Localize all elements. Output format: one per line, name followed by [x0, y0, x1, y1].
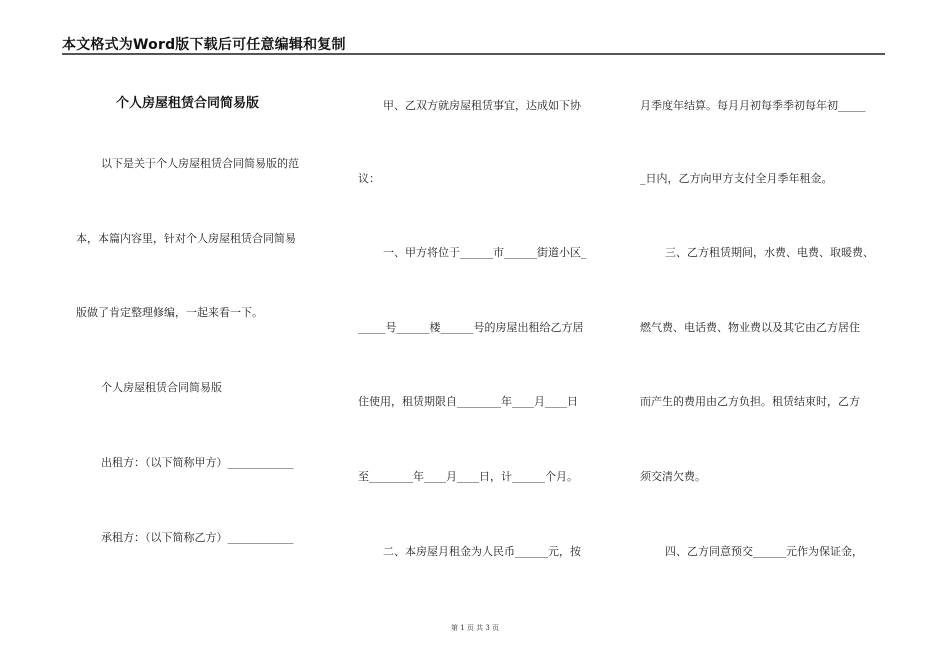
paragraph-line: 至________年____月____日，计______个月。 — [358, 470, 578, 483]
paragraph-line: 住使用，租赁期限自________年____月____日 — [358, 395, 578, 408]
page-number: 第 1 页 共 3 页 — [450, 624, 500, 632]
document-header: 本文格式为Word版下载后可任意编辑和复制 — [62, 37, 346, 53]
paragraph-line: 以下是关于个人房屋租赁合同简易版的范 — [101, 157, 299, 170]
paragraph-line: 版做了肯定整理修编，一起来看一下。 — [76, 306, 263, 319]
paragraph-line: 而产生的费用由乙方负担。租赁结束时，乙方 — [640, 395, 860, 408]
paragraph-line: 二、本房屋月租金为人民币______元，按 — [383, 545, 581, 558]
paragraph-line: 本，本篇内容里，针对个人房屋租赁合同简易 — [76, 232, 296, 245]
paragraph-line: 四、乙方同意预交______元作为保证金， — [665, 545, 863, 558]
paragraph-line: 一、甲方将位于______市______街道小区_ — [383, 246, 587, 259]
paragraph-line: 议： — [358, 172, 380, 185]
header-rule — [62, 53, 885, 55]
document-title: 个人房屋租赁合同简易版 — [116, 96, 260, 111]
paragraph-line: 三、乙方租赁期间，水费、电费、取暖费、 — [665, 246, 874, 259]
paragraph-line: _____号______楼______号的房屋出租给乙方居 — [358, 321, 584, 334]
paragraph-line: _日内，乙方向甲方支付全月季年租金。 — [640, 172, 833, 185]
paragraph-line: 月季度年结算。每月月初每季季初每年初_____ — [640, 99, 866, 112]
paragraph-line: 甲、乙双方就房屋租赁事宜，达成如下协 — [383, 99, 581, 112]
paragraph-line: 燃气费、电话费、物业费以及其它由乙方居住 — [640, 321, 860, 334]
paragraph-line: 出租方：（以下简称甲方）____________ — [101, 456, 294, 469]
paragraph-line: 个人房屋租赁合同简易版 — [101, 381, 222, 394]
paragraph-line: 承租方：（以下简称乙方）____________ — [101, 531, 294, 544]
paragraph-line: 须交清欠费。 — [640, 470, 706, 483]
